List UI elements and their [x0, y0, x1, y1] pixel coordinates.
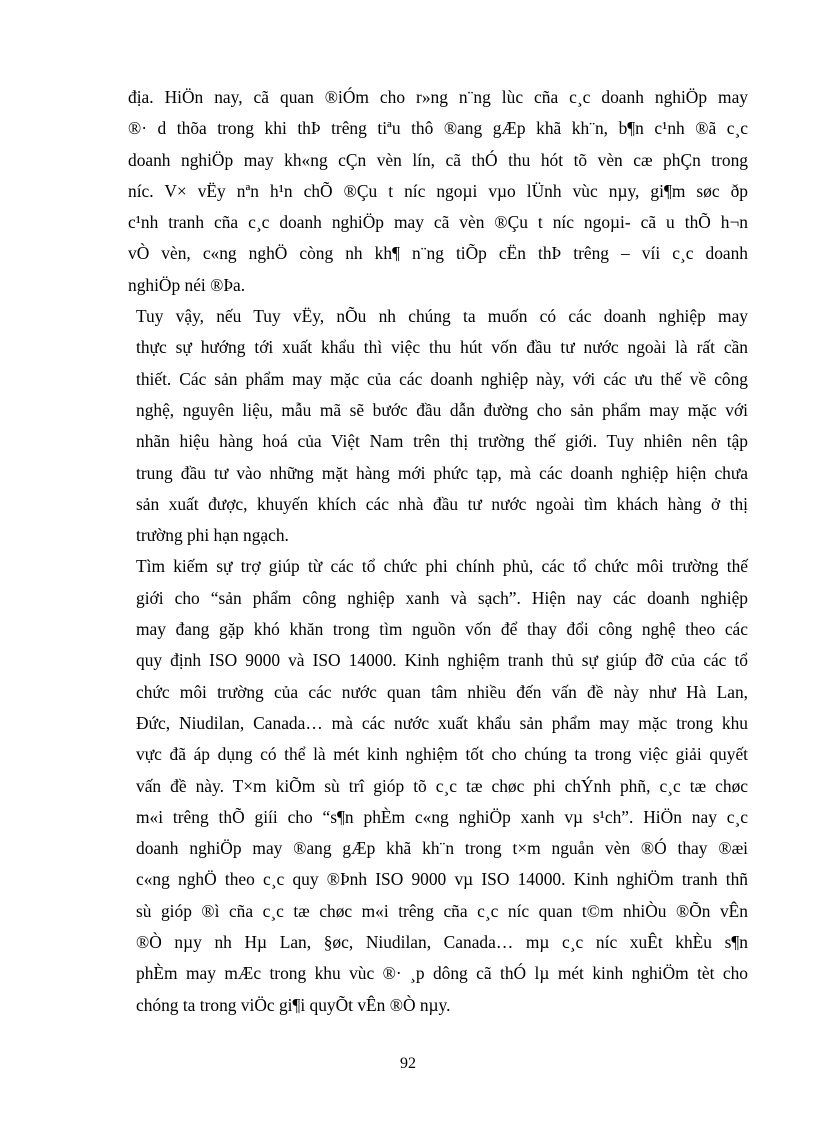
text-line: vấn đề này. T×m kiÕm sù trî gióp tõ c¸c tæ chøc phi chÝnh phñ, c¸c tæ chøc — [136, 775, 748, 796]
text-line: vực đã áp dụng có thể là mét kinh nghiệm tốt cho chúng ta trong việc giải quyết — [136, 744, 748, 765]
text-line: giới cho “sản phẩm công nghiệp xanh và sạch”. Hiện nay các doanh nghiệp — [136, 587, 748, 608]
text-line: nghiÖp néi ®Þa. — [128, 274, 246, 295]
text-line: quy định ISO 9000 và ISO 14000. Kinh nghiệm tranh thủ sự giúp đỡ của các tổ — [136, 650, 748, 671]
text-line: may đang gặp khó khăn trong tìm nguồn vốn để thay đổi công nghệ theo các — [136, 619, 748, 640]
text-line: c¹nh tranh cña c¸c doanh nghiÖp may cã vèn ®Çu t níc ngoµi- cã u thÕ h¬n — [128, 212, 748, 233]
text-line: sản xuất được, khuyến khích các nhà đầu tư nước ngoài tìm khách hàng ở thị — [136, 493, 748, 514]
text-line: nghệ, nguyên liệu, mẫu mã sẽ bước đầu dẫn đường cho sản phẩm may mặc với — [136, 399, 748, 420]
text-line: ®· d thõa trong khi thÞ trêng tiªu thô ®ang gÆp khã kh¨n, b¶n c¹nh ®ã c¸c — [128, 118, 748, 139]
text-line: địa. HiÖn nay, cã quan ®iÓm cho r»ng n¨ng lùc cña c¸c doanh nghiÖp may — [128, 87, 748, 107]
page-number: 92 — [400, 1055, 416, 1072]
text-line: Đức, Niudilan, Canada… mà các nước xuất khẩu sản phẩm may mặc trong khu — [136, 712, 748, 733]
text-line: phÈm may mÆc trong khu vùc ®· ¸p dông cã thÓ lµ mét kinh nghiÖm tèt cho — [136, 963, 748, 984]
text-line: níc. V× vËy nªn h¹n chÕ ®Çu t níc ngoµi vµo lÜnh vùc nµy, gi¶m søc ðp — [128, 180, 748, 201]
text-line: doanh nghiÖp may ®ang gÆp khã kh¨n trong t×m nguån vèn ®Ó thay ®æi — [136, 838, 748, 859]
text-line: ®Ò nµy nh Hµ Lan, §øc, Niudilan, Canada… mµ c¸c níc xuÊt khÈu s¶n — [136, 932, 748, 953]
text-line: Tuy vậy, nếu Tuy vËy, nÕu nh chúng ta muốn có các doanh nghiệp may — [136, 306, 748, 327]
text-line: c«ng nghÖ theo c¸c quy ®Þnh ISO 9000 vµ ISO 14000. Kinh nghiÖm tranh thñ — [136, 869, 748, 890]
paragraph-3 — [128, 551, 748, 1020]
text-line: vÒ vèn, c«ng nghÖ còng nh kh¶ n¨ng tiÕp cËn thÞ trêng – víi c¸c doanh — [128, 243, 748, 264]
text-line: chóng ta trong viÖc gi¶i quyÕt vÊn ®Ò nµy. — [136, 994, 451, 1015]
text-line: trường phi hạn ngạch. — [136, 525, 289, 546]
text-line: Tìm kiếm sự trợ giúp từ các tổ chức phi chính phủ, các tổ chức môi trường thế — [136, 556, 748, 577]
paragraph-1 — [128, 82, 748, 301]
text-line: thực sự hướng tới xuất khẩu thì việc thu hút vốn đầu tư nước ngoài là rất cần — [136, 337, 748, 358]
text-line: thiết. Các sản phẩm may mặc của các doanh nghiệp này, với các ưu thế về công — [136, 368, 748, 389]
body-text — [128, 82, 748, 1021]
text-line: doanh nghiÖp may kh«ng cÇn vèn lín, cã thÓ thu hót tõ vèn cæ phÇn trong — [128, 149, 748, 170]
text-line: sù gióp ®ì cña c¸c tæ chøc m«i trêng cña c¸c níc quan t©m nhiÒu ®Õn vÊn — [136, 900, 748, 921]
text-line: chức môi trường của các nước quan tâm nhiều đến vấn đề này như Hà Lan, — [136, 681, 748, 702]
text-line: nhãn hiệu hàng hoá của Việt Nam trên thị trường thế giới. Tuy nhiên nên tập — [136, 431, 748, 452]
text-line: trung đầu tư vào những mặt hàng mới phức tạp, mà các doanh nghiệp hiện chưa — [136, 462, 748, 483]
text-line: m«i trêng thÕ giíi cho “s¶n phÈm c«ng nghiÖp xanh vµ s¹ch”. HiÖn nay c¸c — [136, 806, 748, 827]
paragraph-2 — [128, 301, 748, 551]
